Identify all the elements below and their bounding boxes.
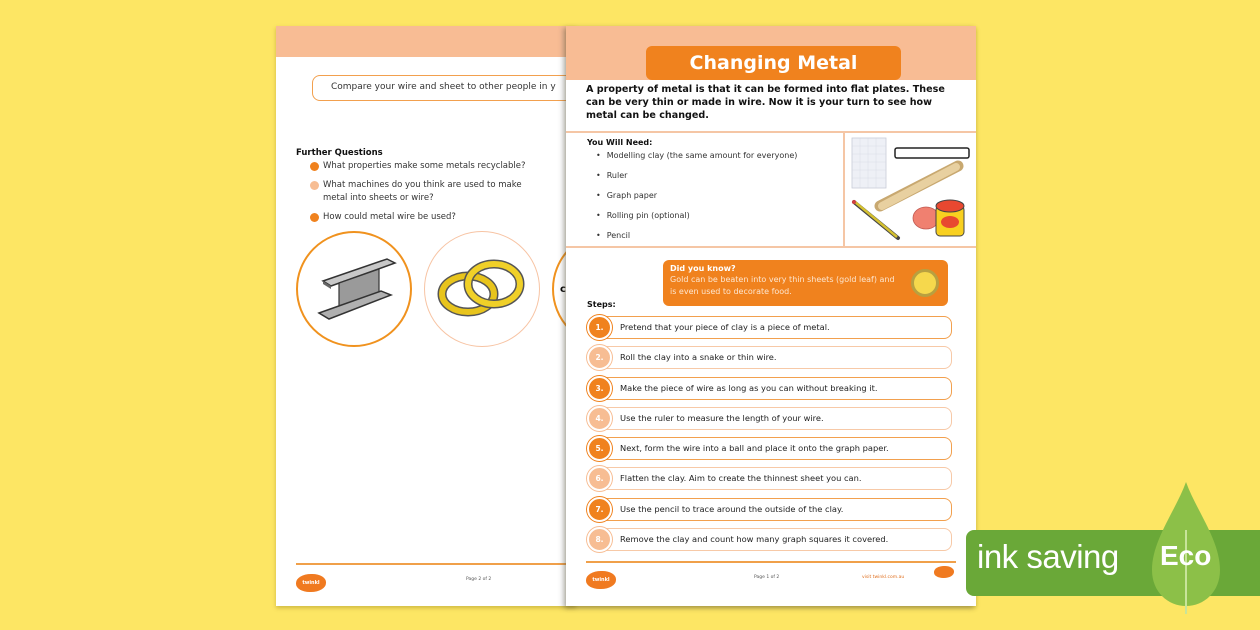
page-number: Page 1 of 2 [754, 575, 780, 580]
eco-label: Eco [1160, 540, 1212, 571]
step-item: 1. Pretend that your piece of clay is a piece of metal. [587, 315, 952, 340]
footer-divider [296, 563, 576, 565]
material-item: • Modelling clay (the same amount for everyone) [596, 150, 797, 170]
step-item: 3. Make the piece of wire as long as you can without breaking it. [587, 376, 952, 401]
worksheet-title: Changing Metal [646, 46, 901, 80]
divider [566, 131, 976, 133]
question-item: How could metal wire be used? [310, 211, 560, 224]
footer-divider [586, 561, 956, 563]
materials-list [596, 150, 797, 250]
steel-beam-icon [309, 253, 399, 325]
step-item: 5. Next, form the wire into a ball and place it onto the graph paper. [587, 436, 952, 461]
did-you-know-box: Did you know? Gold can be beaten into very thin sheets (gold leaf) and is even used to decorate food. [663, 260, 948, 306]
partial-image-circle: c [552, 231, 576, 347]
question-item: What properties make some metals recyclable? [310, 160, 560, 173]
page-number: Page 2 of 2 [466, 577, 492, 582]
bullet-dot-icon [310, 181, 319, 190]
header-band [276, 26, 576, 57]
step-item: 6. Flatten the clay. Aim to create the thinnest sheet you can. [587, 466, 952, 491]
further-questions-title: Further Questions [296, 148, 383, 158]
graph-paper-icon [852, 138, 886, 188]
twinkl-logo: twinkl [586, 571, 616, 589]
gold-coin-icon [911, 269, 939, 297]
step-number-badge: 5. [587, 436, 612, 461]
step-number-badge: 3. [587, 376, 612, 401]
twinkl-small-logo [934, 566, 954, 578]
ruler-icon [895, 148, 969, 158]
step-number-badge: 1. [587, 315, 612, 340]
clay-tub-icon [936, 200, 964, 236]
intro-text: A property of metal is that it can be formed into flat plates. These can be very thin or made in wire. Now it is your turn to see how metal can be changed. [586, 84, 945, 121]
gold-rings-icon [436, 254, 528, 324]
clay-icon [913, 207, 939, 229]
divider [843, 131, 845, 247]
worksheet-page-2 [276, 26, 576, 606]
material-item: • Rolling pin (optional) [596, 210, 797, 230]
step-number-badge: 8. [587, 527, 612, 552]
worksheet-page-1 [566, 26, 976, 606]
ink-saving-label: ink saving [977, 538, 1119, 575]
step-number-badge: 2. [587, 345, 612, 370]
further-questions-list [310, 160, 560, 230]
bullet-dot-icon [310, 213, 319, 222]
steps-title: Steps: [587, 300, 616, 309]
footer-url: visit twinkl.com.au [862, 575, 905, 580]
compare-instruction-box: Compare your wire and sheet to other people in y [312, 75, 576, 101]
question-item: What machines do you think are used to make metal into sheets or wire? [310, 179, 560, 205]
step-number-badge: 6. [587, 466, 612, 491]
material-item: • Ruler [596, 170, 797, 190]
step-number-badge: 7. [587, 497, 612, 522]
step-item: 7. Use the pencil to trace around the outside of the clay. [587, 497, 952, 522]
step-item: 2. Roll the clay into a snake or thin wire. [587, 345, 952, 370]
step-item: 4. Use the ruler to measure the length of your wire. [587, 406, 952, 431]
step-item: 8. Remove the clay and count how many graph squares it covered. [587, 527, 952, 552]
steps-list [587, 315, 952, 557]
you-will-need-title: You Will Need: [587, 138, 653, 147]
material-item: • Graph paper [596, 190, 797, 210]
step-number-badge: 4. [587, 406, 612, 431]
material-item: • Pencil [596, 230, 797, 250]
twinkl-logo: twinkl [296, 574, 326, 592]
materials-illustration [846, 134, 971, 246]
gold-rings-image [424, 231, 540, 347]
bullet-dot-icon [310, 162, 319, 171]
steel-beam-image [296, 231, 412, 347]
